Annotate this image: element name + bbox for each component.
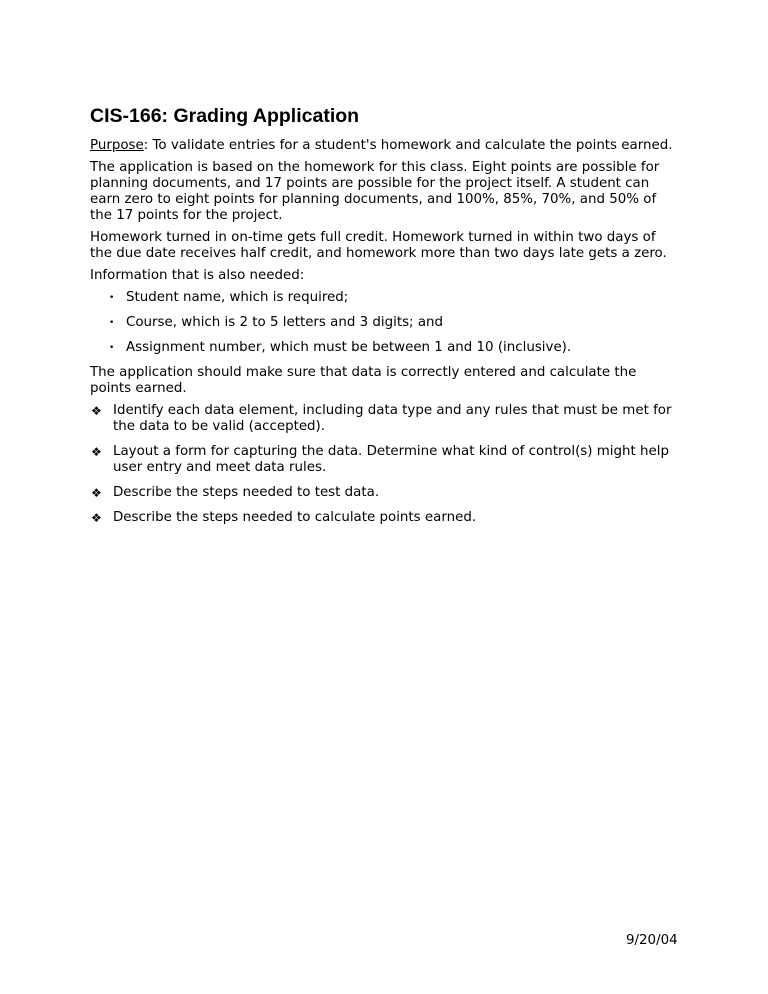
task-item-text: Identify each data element, including data type and any rules that must be met for the data to be valid (accepted). xyxy=(113,403,672,434)
info-list xyxy=(90,290,680,356)
footer-date: 9/20/04 xyxy=(626,933,678,948)
task-item xyxy=(90,510,680,526)
diamond-bullet-icon: ❖ xyxy=(91,486,102,500)
task-list xyxy=(90,403,680,526)
list-item xyxy=(90,340,680,356)
document-page xyxy=(90,104,680,535)
list-item-text: Student name, which is required; xyxy=(126,290,349,305)
document-title: CIS-166: Grading Application xyxy=(90,105,360,127)
list-item-text: Course, which is 2 to 5 letters and 3 digits; and xyxy=(126,315,444,330)
list-item xyxy=(90,315,680,331)
list-item-text: Assignment number, which must be between 1 and 10 (inclusive). xyxy=(126,340,572,355)
task-item-text: Describe the steps needed to calculate points earned. xyxy=(113,510,477,525)
diamond-bullet-icon: ❖ xyxy=(91,445,102,459)
diamond-bullet-icon: ❖ xyxy=(91,404,102,418)
bullet-icon: • xyxy=(109,293,115,303)
intro-paragraph: The application is based on the homework for this class. Eight points are possible for planning documents, and 17 points are possible for the project itself. A student can earn zero to eight points for planning documents, and 100%, 85%, 70%, and 50% of the 17 points for the project. xyxy=(90,160,660,223)
purpose-label: Purpose xyxy=(90,138,144,153)
info-needed-paragraph: Information that is also needed: xyxy=(90,268,305,283)
task-item xyxy=(90,444,680,476)
diamond-bullet-icon: ❖ xyxy=(91,511,102,525)
list-item xyxy=(90,290,680,306)
task-item xyxy=(90,403,680,435)
late-policy-paragraph: Homework turned in on-time gets full credit. Homework turned in within two days of the due date receives half credit, and homework more than two days late gets a zero. xyxy=(90,230,667,261)
closing-paragraph: The application should make sure that data is correctly entered and calculate the points earned. xyxy=(90,365,637,396)
task-item-text: Layout a form for capturing the data. Determine what kind of control(s) might help user entry and meet data rules. xyxy=(113,444,669,475)
bullet-icon: • xyxy=(109,318,115,328)
purpose-paragraph xyxy=(90,138,680,154)
bullet-icon: • xyxy=(109,343,115,353)
task-item-text: Describe the steps needed to test data. xyxy=(113,485,380,500)
purpose-text: : To validate entries for a student's homework and calculate the points earned. xyxy=(143,138,673,153)
task-item xyxy=(90,485,680,501)
